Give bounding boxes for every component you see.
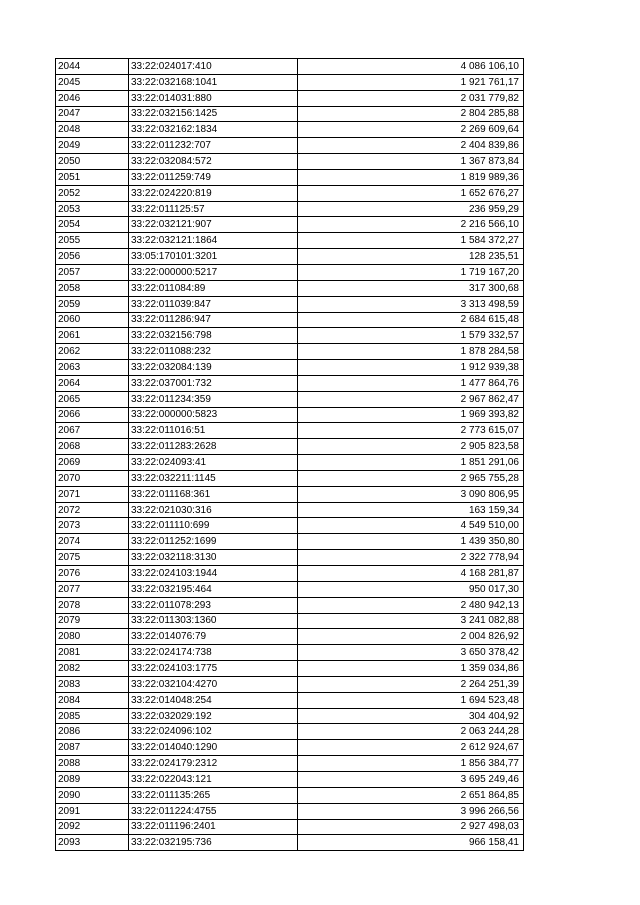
table-row bbox=[56, 692, 524, 708]
cadastral-value-cell: 2 480 942,13 bbox=[298, 597, 524, 613]
cadastral-value-cell: 2 264 251,39 bbox=[298, 676, 524, 692]
table-row bbox=[56, 391, 524, 407]
data-table bbox=[55, 58, 524, 851]
row-number-cell: 2085 bbox=[56, 708, 129, 724]
table-row bbox=[56, 138, 524, 154]
cadastral-number-cell: 33:22:011110:699 bbox=[129, 518, 298, 534]
cadastral-number-cell: 33:22:032104:4270 bbox=[129, 676, 298, 692]
cadastral-value-cell: 2 269 609,64 bbox=[298, 122, 524, 138]
row-number-cell: 2091 bbox=[56, 803, 129, 819]
cadastral-number-cell: 33:22:000000:5217 bbox=[129, 264, 298, 280]
table-row bbox=[56, 169, 524, 185]
cadastral-value-cell: 2 651 864,85 bbox=[298, 787, 524, 803]
row-number-cell: 2090 bbox=[56, 787, 129, 803]
table-row bbox=[56, 280, 524, 296]
row-number-cell: 2087 bbox=[56, 740, 129, 756]
cadastral-value-cell: 3 695 249,46 bbox=[298, 771, 524, 787]
row-number-cell: 2060 bbox=[56, 312, 129, 328]
table-row bbox=[56, 470, 524, 486]
table-row bbox=[56, 645, 524, 661]
cadastral-number-cell: 33:22:011303:1360 bbox=[129, 613, 298, 629]
cadastral-value-cell: 2 804 285,88 bbox=[298, 106, 524, 122]
row-number-cell: 2067 bbox=[56, 423, 129, 439]
cadastral-value-cell: 2 612 924,67 bbox=[298, 740, 524, 756]
table-row bbox=[56, 360, 524, 376]
cadastral-value-cell: 1 439 350,80 bbox=[298, 534, 524, 550]
row-number-cell: 2074 bbox=[56, 534, 129, 550]
row-number-cell: 2053 bbox=[56, 201, 129, 217]
cadastral-number-cell: 33:22:032156:1425 bbox=[129, 106, 298, 122]
cadastral-value-cell: 128 235,51 bbox=[298, 249, 524, 265]
cadastral-value-cell: 2 004 826,92 bbox=[298, 629, 524, 645]
row-number-cell: 2081 bbox=[56, 645, 129, 661]
cadastral-number-cell: 33:22:011039:847 bbox=[129, 296, 298, 312]
row-number-cell: 2086 bbox=[56, 724, 129, 740]
cadastral-number-cell: 33:22:024174:738 bbox=[129, 645, 298, 661]
table-row bbox=[56, 59, 524, 75]
table-row bbox=[56, 708, 524, 724]
cadastral-number-cell: 33:22:014040:1290 bbox=[129, 740, 298, 756]
row-number-cell: 2073 bbox=[56, 518, 129, 534]
cadastral-number-cell: 33:22:011232:707 bbox=[129, 138, 298, 154]
table-row bbox=[56, 296, 524, 312]
table-row bbox=[56, 518, 524, 534]
table-row bbox=[56, 233, 524, 249]
row-number-cell: 2088 bbox=[56, 756, 129, 772]
table-row bbox=[56, 676, 524, 692]
table-row bbox=[56, 581, 524, 597]
cadastral-number-cell: 33:22:032084:139 bbox=[129, 360, 298, 376]
row-number-cell: 2051 bbox=[56, 169, 129, 185]
cadastral-value-cell: 317 300,68 bbox=[298, 280, 524, 296]
table-row bbox=[56, 154, 524, 170]
table-row bbox=[56, 201, 524, 217]
row-number-cell: 2079 bbox=[56, 613, 129, 629]
cadastral-value-cell: 4 549 510,00 bbox=[298, 518, 524, 534]
cadastral-number-cell: 33:22:011259:749 bbox=[129, 169, 298, 185]
row-number-cell: 2063 bbox=[56, 360, 129, 376]
cadastral-value-cell: 1 652 676,27 bbox=[298, 185, 524, 201]
cadastral-number-cell: 33:22:032156:798 bbox=[129, 328, 298, 344]
cadastral-number-cell: 33:22:024103:1775 bbox=[129, 661, 298, 677]
cadastral-number-cell: 33:22:032162:1834 bbox=[129, 122, 298, 138]
row-number-cell: 2069 bbox=[56, 455, 129, 471]
row-number-cell: 2078 bbox=[56, 597, 129, 613]
table-row bbox=[56, 502, 524, 518]
row-number-cell: 2076 bbox=[56, 566, 129, 582]
cadastral-value-cell: 2 031 779,82 bbox=[298, 90, 524, 106]
cadastral-number-cell: 33:22:032118:3130 bbox=[129, 550, 298, 566]
row-number-cell: 2062 bbox=[56, 344, 129, 360]
cadastral-number-cell: 33:22:011125:57 bbox=[129, 201, 298, 217]
cadastral-value-cell: 1 367 873,84 bbox=[298, 154, 524, 170]
cadastral-number-cell: 33:22:011135:265 bbox=[129, 787, 298, 803]
cadastral-value-cell: 2 063 244,28 bbox=[298, 724, 524, 740]
cadastral-value-cell: 2 967 862,47 bbox=[298, 391, 524, 407]
cadastral-value-cell: 1 819 989,36 bbox=[298, 169, 524, 185]
cadastral-value-cell: 1 969 393,82 bbox=[298, 407, 524, 423]
table-row bbox=[56, 328, 524, 344]
cadastral-value-cell: 1 719 167,20 bbox=[298, 264, 524, 280]
table-row bbox=[56, 597, 524, 613]
row-number-cell: 2054 bbox=[56, 217, 129, 233]
cadastral-value-cell: 3 650 378,42 bbox=[298, 645, 524, 661]
row-number-cell: 2045 bbox=[56, 74, 129, 90]
table-row bbox=[56, 803, 524, 819]
cadastral-value-cell: 3 313 498,59 bbox=[298, 296, 524, 312]
table-row bbox=[56, 122, 524, 138]
cadastral-value-cell: 3 241 082,88 bbox=[298, 613, 524, 629]
row-number-cell: 2056 bbox=[56, 249, 129, 265]
cadastral-number-cell: 33:22:011196:2401 bbox=[129, 819, 298, 835]
cadastral-value-cell: 1 579 332,57 bbox=[298, 328, 524, 344]
cadastral-number-cell: 33:22:032195:464 bbox=[129, 581, 298, 597]
cadastral-value-cell: 4 168 281,87 bbox=[298, 566, 524, 582]
cadastral-value-cell: 1 878 284,58 bbox=[298, 344, 524, 360]
cadastral-number-cell: 33:22:011168:361 bbox=[129, 486, 298, 502]
row-number-cell: 2082 bbox=[56, 661, 129, 677]
cadastral-value-cell: 1 851 291,06 bbox=[298, 455, 524, 471]
cadastral-value-cell: 4 086 106,10 bbox=[298, 59, 524, 75]
cadastral-number-cell: 33:22:024096:102 bbox=[129, 724, 298, 740]
cadastral-number-cell: 33:22:011078:293 bbox=[129, 597, 298, 613]
cadastral-number-cell: 33:22:024220:819 bbox=[129, 185, 298, 201]
row-number-cell: 2059 bbox=[56, 296, 129, 312]
table-body bbox=[56, 59, 524, 851]
row-number-cell: 2052 bbox=[56, 185, 129, 201]
cadastral-number-cell: 33:22:032084:572 bbox=[129, 154, 298, 170]
cadastral-number-cell: 33:22:024017:410 bbox=[129, 59, 298, 75]
table-row bbox=[56, 534, 524, 550]
table-row bbox=[56, 740, 524, 756]
cadastral-value-cell: 3 090 806,95 bbox=[298, 486, 524, 502]
table-row bbox=[56, 249, 524, 265]
table-row bbox=[56, 423, 524, 439]
cadastral-value-cell: 1 477 864,76 bbox=[298, 375, 524, 391]
row-number-cell: 2080 bbox=[56, 629, 129, 645]
cadastral-number-cell: 33:22:014048:254 bbox=[129, 692, 298, 708]
cadastral-number-cell: 33:22:011286:947 bbox=[129, 312, 298, 328]
row-number-cell: 2047 bbox=[56, 106, 129, 122]
cadastral-number-cell: 33:22:024103:1944 bbox=[129, 566, 298, 582]
row-number-cell: 2058 bbox=[56, 280, 129, 296]
cadastral-value-cell: 3 996 266,56 bbox=[298, 803, 524, 819]
cadastral-number-cell: 33:22:032121:907 bbox=[129, 217, 298, 233]
row-number-cell: 2057 bbox=[56, 264, 129, 280]
row-number-cell: 2055 bbox=[56, 233, 129, 249]
cadastral-number-cell: 33:22:032168:1041 bbox=[129, 74, 298, 90]
row-number-cell: 2065 bbox=[56, 391, 129, 407]
cadastral-number-cell: 33:22:011283:2628 bbox=[129, 439, 298, 455]
cadastral-value-cell: 966 158,41 bbox=[298, 835, 524, 851]
table-row bbox=[56, 756, 524, 772]
cadastral-value-cell: 1 694 523,48 bbox=[298, 692, 524, 708]
row-number-cell: 2064 bbox=[56, 375, 129, 391]
row-number-cell: 2092 bbox=[56, 819, 129, 835]
row-number-cell: 2077 bbox=[56, 581, 129, 597]
cadastral-number-cell: 33:22:000000:5823 bbox=[129, 407, 298, 423]
cadastral-value-cell: 163 159,34 bbox=[298, 502, 524, 518]
row-number-cell: 2048 bbox=[56, 122, 129, 138]
table-row bbox=[56, 312, 524, 328]
table-row bbox=[56, 835, 524, 851]
cadastral-value-cell: 950 017,30 bbox=[298, 581, 524, 597]
row-number-cell: 2093 bbox=[56, 835, 129, 851]
table-row bbox=[56, 550, 524, 566]
table-row bbox=[56, 407, 524, 423]
row-number-cell: 2066 bbox=[56, 407, 129, 423]
cadastral-number-cell: 33:22:032195:736 bbox=[129, 835, 298, 851]
cadastral-number-cell: 33:05:170101:3201 bbox=[129, 249, 298, 265]
cadastral-number-cell: 33:22:032029:192 bbox=[129, 708, 298, 724]
row-number-cell: 2070 bbox=[56, 470, 129, 486]
row-number-cell: 2083 bbox=[56, 676, 129, 692]
cadastral-value-cell: 236 959,29 bbox=[298, 201, 524, 217]
table-row bbox=[56, 661, 524, 677]
cadastral-value-cell: 1 856 384,77 bbox=[298, 756, 524, 772]
table-row bbox=[56, 439, 524, 455]
cadastral-number-cell: 33:22:011224:4755 bbox=[129, 803, 298, 819]
table-row bbox=[56, 613, 524, 629]
cadastral-number-cell: 33:22:011252:1699 bbox=[129, 534, 298, 550]
table-row bbox=[56, 771, 524, 787]
table-row bbox=[56, 90, 524, 106]
cadastral-number-cell: 33:22:011088:232 bbox=[129, 344, 298, 360]
table-row bbox=[56, 217, 524, 233]
cadastral-value-cell: 2 216 566,10 bbox=[298, 217, 524, 233]
cadastral-number-cell: 33:22:032211:1145 bbox=[129, 470, 298, 486]
table-row bbox=[56, 74, 524, 90]
table-row bbox=[56, 344, 524, 360]
row-number-cell: 2072 bbox=[56, 502, 129, 518]
cadastral-value-cell: 2 927 498,03 bbox=[298, 819, 524, 835]
table-row bbox=[56, 566, 524, 582]
cadastral-number-cell: 33:22:014076:79 bbox=[129, 629, 298, 645]
cadastral-value-cell: 1 921 761,17 bbox=[298, 74, 524, 90]
table-row bbox=[56, 724, 524, 740]
table-row bbox=[56, 106, 524, 122]
cadastral-value-cell: 2 404 839,86 bbox=[298, 138, 524, 154]
table-row bbox=[56, 455, 524, 471]
cadastral-value-cell: 2 905 823,58 bbox=[298, 439, 524, 455]
row-number-cell: 2068 bbox=[56, 439, 129, 455]
cadastral-number-cell: 33:22:011016:51 bbox=[129, 423, 298, 439]
table-row bbox=[56, 819, 524, 835]
table-row bbox=[56, 787, 524, 803]
cadastral-number-cell: 33:22:014031:880 bbox=[129, 90, 298, 106]
cadastral-number-cell: 33:22:011084:89 bbox=[129, 280, 298, 296]
cadastral-value-cell: 2 684 615,48 bbox=[298, 312, 524, 328]
table-row bbox=[56, 185, 524, 201]
table-row bbox=[56, 486, 524, 502]
cadastral-value-cell: 2 322 778,94 bbox=[298, 550, 524, 566]
cadastral-value-cell: 1 584 372,27 bbox=[298, 233, 524, 249]
cadastral-number-cell: 33:22:024179:2312 bbox=[129, 756, 298, 772]
cadastral-value-cell: 1 359 034,86 bbox=[298, 661, 524, 677]
row-number-cell: 2084 bbox=[56, 692, 129, 708]
row-number-cell: 2046 bbox=[56, 90, 129, 106]
table-row bbox=[56, 629, 524, 645]
row-number-cell: 2049 bbox=[56, 138, 129, 154]
cadastral-number-cell: 33:22:037001:732 bbox=[129, 375, 298, 391]
row-number-cell: 2061 bbox=[56, 328, 129, 344]
table-row bbox=[56, 375, 524, 391]
row-number-cell: 2044 bbox=[56, 59, 129, 75]
cadastral-number-cell: 33:22:022043:121 bbox=[129, 771, 298, 787]
cadastral-number-cell: 33:22:024093:41 bbox=[129, 455, 298, 471]
row-number-cell: 2071 bbox=[56, 486, 129, 502]
cadastral-value-cell: 2 773 615,07 bbox=[298, 423, 524, 439]
row-number-cell: 2075 bbox=[56, 550, 129, 566]
cadastral-value-cell: 2 965 755,28 bbox=[298, 470, 524, 486]
row-number-cell: 2089 bbox=[56, 771, 129, 787]
cadastral-number-cell: 33:22:011234:359 bbox=[129, 391, 298, 407]
table-row bbox=[56, 264, 524, 280]
cadastral-value-cell: 304 404,92 bbox=[298, 708, 524, 724]
cadastral-number-cell: 33:22:021030:316 bbox=[129, 502, 298, 518]
cadastral-number-cell: 33:22:032121:1864 bbox=[129, 233, 298, 249]
cadastral-value-cell: 1 912 939,38 bbox=[298, 360, 524, 376]
row-number-cell: 2050 bbox=[56, 154, 129, 170]
